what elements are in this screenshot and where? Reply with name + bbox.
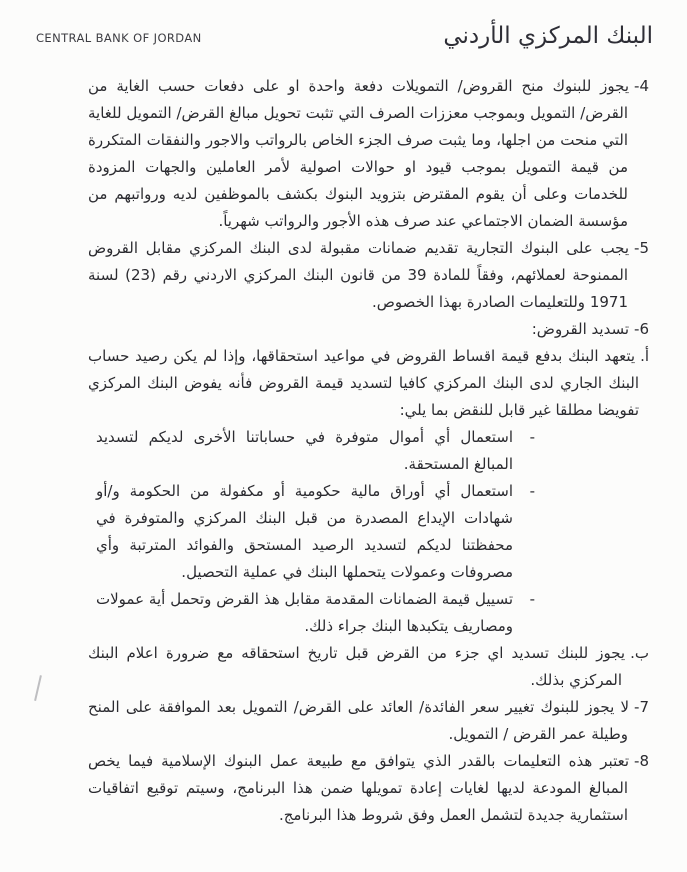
clause-5-text: يجب على البنوك التجارية تقديم ضمانات مقبولة لدى البنك المركزي مقابل القروض الممنوحة لعملائهم، وفقاً للمادة 39 من قانون البنك المركزي الاردني رقم (23) لسنة 1971 وللتعليمات الصادرة بهذا الخصوص.	[88, 238, 630, 311]
sub-b-text: يجوز للبنك تسديد اي جزء من القرض قبل تاريخ استحقاقه مع ضرورة اعلام البنك المركزي بذلك.	[88, 643, 626, 689]
dash-bullet-icon: -	[529, 589, 535, 608]
clause-4-text: يجوز للبنوك منح القروض/ التمويلات دفعة واحدة او على دفعات حسب الغاية من القرض/ التمويل وبموجب معززات الصرف التي تثبت تحويل مبالغ القرض/ التمويل للغاية التي منحت من اجلها، وما يثبت صرف الجزء الخاص بالرواتب والاجور والنفقات المتكررة من قيمة التمويل بموجب قيود او حوالات اصولية لأمر العاملين والجهات المزودة للخدمات وعلى أن يقوم المقترض بتزويد البنوك بكشف بالموظفين لديه ورواتبهم من مؤسسة الضمان الاجتماعي عند صرف هذه الأجور والرواتب شهرياً.	[88, 76, 630, 230]
clause-6-text: تسديد القروض:	[531, 319, 630, 338]
clause-6-sub-b	[88, 640, 649, 694]
bullet-item-funds	[96, 424, 535, 478]
sub-a-letter: أ.	[640, 346, 649, 365]
dash-bullet-icon: -	[529, 427, 535, 446]
clause-6-number: 6-	[634, 319, 649, 338]
bullet-item-collateral	[96, 586, 535, 640]
clause-7	[88, 694, 649, 748]
sub-a-text: يتعهد البنك بدفع قيمة اقساط القروض في مواعيد استحقاقها، وإذا لم يكن رصيد حساب البنك الجاري لدى البنك المركزي كافيا لتسديد قيمة القروض فأنه يفوض البنك المركزي تفويضا مطلقا غير قابل للنقض بما يلي:	[88, 346, 639, 419]
bullet-item-text: استعمال أي أوراق مالية حكومية أو مكفولة من الحكومة و/أو شهادات الإيداع المصدرة من قبل البنك المركزي والمتوفرة في محفظتنا لديكم لتسديد الرصيد المستحق والفوائد المترتبة وأي مصروفات وعمولات يتحملها البنك في عملية التحصيل.	[96, 481, 513, 581]
clause-5-number: 5-	[634, 238, 649, 257]
clause-6-sub-a	[88, 343, 649, 424]
clause-8	[88, 748, 649, 829]
sub-b-letter: ب.	[630, 643, 649, 662]
dash-bullet-icon: -	[529, 481, 535, 500]
clause-4	[88, 73, 649, 235]
bank-name-english: CENTRAL BANK OF JORDAN	[36, 31, 202, 45]
clause-8-number: 8-	[634, 751, 649, 770]
bullet-item-text: استعمال أي أموال متوفرة في حساباتنا الأخرى لديكم لتسديد المبالغ المستحقة.	[96, 427, 513, 473]
clause-4-number: 4-	[634, 76, 649, 95]
letterhead	[0, 0, 687, 52]
bank-logo-arabic: البنك المركزي الأردني	[443, 23, 653, 49]
scan-artifact-mark	[34, 675, 41, 701]
clause-5	[88, 235, 649, 316]
document-body	[88, 73, 649, 829]
clause-8-text: تعتبر هذه التعليمات بالقدر الذي يتوافق مع طبيعة عمل البنوك الإسلامية فيما يخص المبالغ المودعة لديها لغايات إعادة تمويلها ضمن هذا البرنامج، وسيتم توقيع اتفاقيات استثمارية جديدة لتشمل العمل وفق شروط هذا البرنامج.	[88, 751, 630, 824]
bullet-item-securities	[96, 478, 535, 586]
clause-7-number: 7-	[634, 697, 649, 716]
bullet-item-text: تسييل قيمة الضمانات المقدمة مقابل هذ القرض وتحمل أية عمولات ومصاريف يتكبدها البنك جراء ذلك.	[96, 589, 513, 635]
clause-7-text: لا يجوز للبنوك تغيير سعر الفائدة/ العائد على القرض/ التمويل بعد الموافقة على المنح وطيلة عمر القرض / التمويل.	[88, 697, 630, 743]
clause-6-heading	[88, 316, 649, 343]
